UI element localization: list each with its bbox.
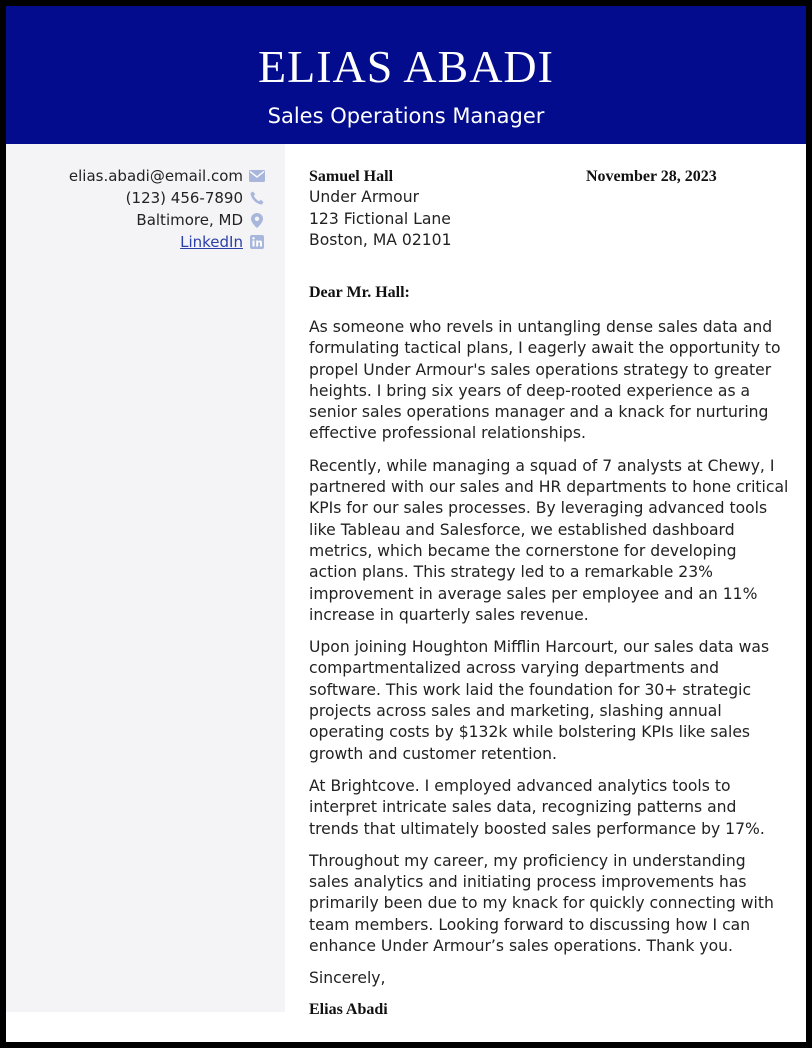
linkedin-icon [249, 234, 265, 250]
recipient-street: 123 Fictional Lane [309, 209, 451, 228]
location-text: Baltimore, MD [136, 211, 243, 229]
email-text: elias.abadi@email.com [68, 167, 243, 185]
paragraph: Throughout my career, my proficiency in understanding sales analytics and initiating process improvements has primarily been due to my knack for quickly connecting with team members. Looking forward to discussing how I can enhance Under Armour’s sales operations. Thank you. [309, 851, 774, 956]
phone-icon [249, 190, 265, 206]
cover-letter-page [6, 6, 806, 1042]
envelope-icon [249, 168, 265, 184]
signature: Elias Abadi [309, 1000, 388, 1018]
linkedin-link[interactable]: LinkedIn [180, 233, 243, 251]
paragraph: As someone who revels in untangling dense sales data and formulating tactical plans, I eagerly await the opportunity to propel Under Armour's sales operations strategy to greater heights. I bring six years of deep-rooted experience as a senior sales operations manager and a knack for nurturing effective professional relationships. [309, 318, 781, 443]
contact-linkedin [180, 232, 265, 252]
recipient-city: Boston, MA 02101 [309, 230, 452, 249]
salutation: Dear Mr. Hall: [309, 284, 410, 301]
contact-email [69, 166, 265, 186]
paragraph: Recently, while managing a squad of 7 analysts at Chewy, I partnered with our sales and HR departments to hone critical KPIs for our sales processes. By leveraging advanced tools like Tableau and Salesforce, we established dashboard metrics, which became the cornerstone for developing action plans. This strategy led to a remarkable 23% improvement in average sales per employee and an 11% increase in quarterly sales revenue. [309, 456, 789, 624]
letter-date: November 28, 2023 [586, 168, 717, 185]
paragraph: Upon joining Houghton Mifflin Harcourt, our sales data was compartmentalized across varying departments and software. This work laid the foundation for 30+ strategic projects across sales and marketing, slashing annual operating costs by $132k while bolstering KPIs like sales growth and customer retention. [309, 638, 770, 763]
closing: Sincerely, [309, 969, 386, 988]
paragraph: At Brightcove. I employed advanced analytics tools to interpret intricate sales data, recognizing patterns and trends that ultimately boosted sales performance by 17%. [309, 776, 765, 838]
location-pin-icon [249, 212, 265, 228]
header-banner [6, 6, 806, 144]
phone-text: (123) 456-7890 [125, 189, 243, 207]
recipient-name: Samuel Hall [309, 168, 394, 185]
recipient-address [309, 166, 609, 251]
letter-paragraphs [309, 317, 789, 1019]
recipient-company: Under Armour [309, 188, 419, 207]
sidebar [6, 144, 285, 1012]
applicant-name: ELIAS ABADI [258, 41, 554, 92]
contact-location [136, 210, 265, 230]
applicant-title: Sales Operations Manager [267, 104, 545, 128]
contact-phone [126, 188, 265, 208]
